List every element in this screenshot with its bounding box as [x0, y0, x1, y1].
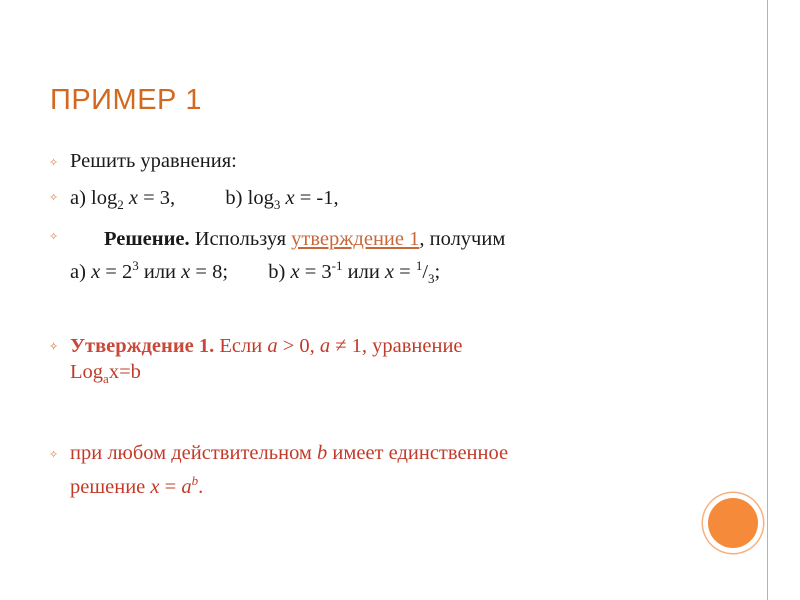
bullet-icon: ✧ [49, 230, 59, 243]
statement-line-3: при любом действительном b имеет единственное [70, 442, 509, 464]
equation-a: а) $\log_2 x = 3$, [70, 187, 176, 213]
bullet-icon: ✧ [49, 448, 59, 461]
solution-line: Решение. Используя утверждение 1, получим [104, 228, 506, 250]
equations-line [70, 185, 339, 211]
task-line: Решить уравнения: [70, 150, 237, 172]
bullet-icon: ✧ [49, 191, 59, 204]
decorative-circle [708, 498, 758, 548]
slide-title: ПРИМЕР 1 [50, 84, 203, 116]
bullet-icon: ✧ [49, 156, 59, 169]
equation-b: b) $\log_3 x = -1$, [225, 187, 339, 213]
statement-line-2: Log$_a$x=b [70, 361, 141, 387]
solution-result-line: а) $x = 2^3$ или x = 8; b) $x = 3^{-1}$ или $x = ^1/_3$; [70, 258, 441, 287]
statement-line-4: решение $x = a^b$. [70, 473, 204, 498]
right-border-line [767, 0, 768, 600]
bullet-icon: ✧ [49, 340, 59, 353]
statement-line-1: Утверждение 1. Если a > 0, a ≠ 1, уравнение [70, 335, 463, 357]
statement-link[interactable]: утверждение 1 [291, 228, 420, 250]
